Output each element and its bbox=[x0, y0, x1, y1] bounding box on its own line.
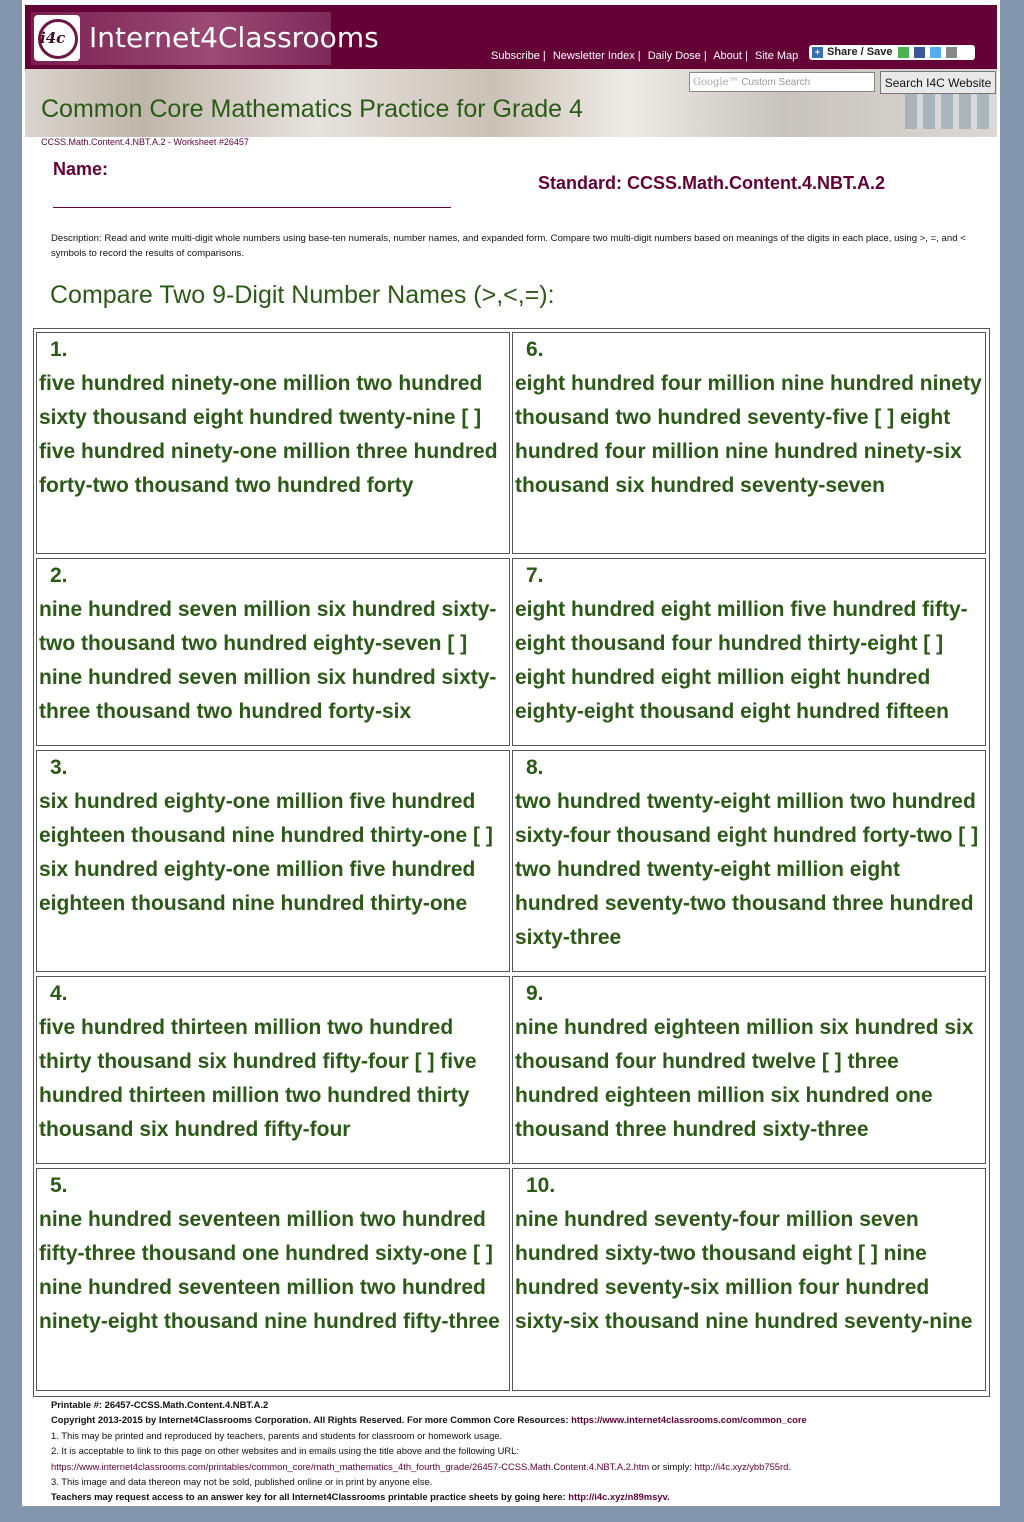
answer-key-line bbox=[51, 1489, 991, 1504]
problem-number: 7. bbox=[526, 564, 544, 587]
problem-text: five hundred ninety-one million two hundred sixty thousand eight hundred twenty-nine [ ] five hundred ninety-one million three hundred forty-two thousand two hundred forty bbox=[39, 372, 498, 497]
problem-number: 9. bbox=[526, 982, 544, 1005]
problem-number: 8. bbox=[526, 756, 544, 779]
nav-newsletter-index[interactable]: Newsletter Index bbox=[552, 50, 635, 62]
problem-cell-3 bbox=[36, 750, 510, 972]
problem-cell-2 bbox=[36, 558, 510, 746]
worksheet-page bbox=[22, 0, 1000, 1506]
logo-badge-text: i4c bbox=[40, 29, 66, 47]
logo-badge bbox=[34, 15, 80, 61]
search-input[interactable] bbox=[689, 72, 875, 92]
nav-about[interactable]: About bbox=[713, 50, 742, 62]
note-3: 3. This image and data thereon may not be sold, published online or in print by anyone else. bbox=[51, 1476, 433, 1488]
or-simply-text: or simply: bbox=[649, 1460, 695, 1472]
name-blank-line bbox=[53, 190, 451, 208]
twitter-icon bbox=[930, 47, 941, 58]
section-title: Compare Two 9-Digit Number Names (>,<,=): bbox=[50, 281, 555, 309]
top-nav: Subscribe | Newsletter Index | Daily Dose | About | Site Map bbox=[491, 50, 799, 62]
problem-text: two hundred twenty-eight million two hundred sixty-four thousand eight hundred forty-two [ ] two hundred twenty-eight million eight hundred seventy-two thousand three hundred sixty-three bbox=[515, 790, 979, 949]
note-2: 2. It is acceptable to link to this page on other websites and in emails using the title above and the following URL: bbox=[51, 1445, 519, 1457]
answer-key-link[interactable]: http://i4c.xyz/n89msyv. bbox=[568, 1491, 670, 1503]
problem-text: five hundred thirteen million two hundred thirty thousand six hundred fifty-four [ ] five hundred thirteen million two hundred thirty thousand six hundred fifty-four bbox=[39, 1016, 477, 1141]
problem-number: 5. bbox=[50, 1174, 68, 1197]
breadcrumb: CCSS.Math.Content.4.NBT.A.2 - Worksheet #26457 bbox=[41, 137, 249, 147]
share-plus-icon: + bbox=[812, 47, 823, 58]
note-2-urls: https://www.internet4classrooms.com/printables/common_core/math_mathematics_4th_fourth_grade/26457-CCSS.Math.Content.4.NBT.A.2.htm or simply: http://i4c.xyz/ybb755rd. bbox=[51, 1460, 791, 1472]
facebook-icon bbox=[914, 47, 925, 58]
problem-number: 2. bbox=[50, 564, 68, 587]
nav-site-map[interactable]: Site Map bbox=[754, 50, 799, 62]
problem-text: eight hundred eight million five hundred fifty-eight thousand four hundred thirty-eight [ ] eight hundred eight million eight hundred eighty-eight thousand eight hundred fifteen bbox=[515, 598, 968, 723]
dropdown-icon bbox=[946, 47, 957, 58]
problem-cell-9 bbox=[512, 976, 986, 1164]
standard-label: Standard: CCSS.Math.Content.4.NBT.A.2 bbox=[538, 173, 886, 193]
problem-cell-6 bbox=[512, 332, 986, 554]
name-label: Name: bbox=[53, 159, 109, 179]
problem-text: six hundred eighty-one million five hundred eighteen thousand nine hundred thirty-one [ ] six hundred eighty-one million five hundred eighteen thousand nine hundred thirty-one bbox=[39, 790, 493, 915]
answer-key-text: Teachers may request access to an answer key for all Internet4Classrooms printable practice sheets by going here: bbox=[51, 1491, 566, 1503]
search-placeholder: Custom Search bbox=[741, 77, 811, 88]
logo-text: Internet4Classrooms bbox=[89, 21, 379, 54]
description: Description: Read and write multi-digit whole numbers using base-ten numerals, number names, and expanded form. Compare two multi-digit numbers based on meanings of the digits in each place, using >, =, and < symbols to record the results of comparisons. bbox=[51, 233, 966, 259]
problem-cell-7 bbox=[512, 558, 986, 746]
page-title: Common Core Mathematics Practice for Grade 4 bbox=[41, 95, 583, 123]
problem-cell-10 bbox=[512, 1168, 986, 1391]
problem-grid bbox=[33, 328, 990, 1397]
printable-number: Printable #: 26457-CCSS.Math.Content.4.NBT.A.2 bbox=[51, 1399, 269, 1410]
classroom-photo bbox=[905, 89, 995, 129]
problem-cell-8 bbox=[512, 750, 986, 972]
problem-number: 4. bbox=[50, 982, 68, 1005]
nav-daily-dose[interactable]: Daily Dose bbox=[647, 50, 701, 62]
problem-number: 3. bbox=[50, 756, 68, 779]
problem-number: 10. bbox=[526, 1174, 556, 1197]
share-save-button[interactable] bbox=[809, 45, 975, 60]
problem-text: nine hundred seven million six hundred sixty-two thousand two hundred eighty-seven [ ] nine hundred seven million six hundred sixty-three thousand two hundred forty-six bbox=[39, 598, 497, 723]
problem-cell-1 bbox=[36, 332, 510, 554]
worksheet-url-link[interactable]: https://www.internet4classrooms.com/printables/common_core/math_mathematics_4th_fourth_grade/26457-CCSS.Math.Content.4.NBT.A.2.htm bbox=[51, 1460, 650, 1472]
problem-text: nine hundred seventy-four million seven hundred sixty-two thousand eight [ ] nine hundred seventy-six million four hundred sixty-six thousand nine hundred seventy-nine bbox=[515, 1208, 973, 1333]
email-share-icon bbox=[898, 47, 909, 58]
share-save-label: Share / Save bbox=[827, 46, 893, 58]
nav-subscribe[interactable]: Subscribe bbox=[491, 50, 540, 62]
footer bbox=[51, 1397, 991, 1505]
search-button[interactable]: Search I4C Website bbox=[880, 71, 996, 94]
problem-text: nine hundred eighteen million six hundred six thousand four hundred twelve [ ] three hundred eighteen million six hundred one thousand three hundred sixty-three bbox=[515, 1016, 974, 1141]
short-url-link[interactable]: http://i4c.xyz/ybb755rd bbox=[694, 1460, 789, 1472]
problem-number: 6. bbox=[526, 338, 544, 361]
copyright-line bbox=[51, 1412, 991, 1427]
problem-text: eight hundred four million nine hundred ninety thousand two hundred seventy-five [ ] eight hundred four million nine hundred ninety-six thousand six hundred seventy-seven bbox=[515, 372, 982, 497]
copyright-text: Copyright 2013-2015 by Internet4Classrooms Corporation. All Rights Reserved. For more Common Core Resources: bbox=[51, 1414, 569, 1426]
note-1: 1. This may be printed and reproduced by teachers, parents and students for classroom or homework usage. bbox=[51, 1429, 503, 1441]
site-logo[interactable] bbox=[31, 12, 379, 65]
problem-cell-5 bbox=[36, 1168, 510, 1391]
google-brand: Google™ bbox=[693, 77, 739, 88]
common-core-link[interactable]: https://www.internet4classrooms.com/common_core bbox=[571, 1414, 807, 1426]
problem-number: 1. bbox=[50, 338, 68, 361]
site-header bbox=[25, 5, 997, 69]
problem-cell-4 bbox=[36, 976, 510, 1164]
problem-text: nine hundred seventeen million two hundred fifty-three thousand one hundred sixty-one [ ] nine hundred seventeen million two hundred ninety-eight thousand nine hundred fifty-three bbox=[39, 1208, 500, 1333]
